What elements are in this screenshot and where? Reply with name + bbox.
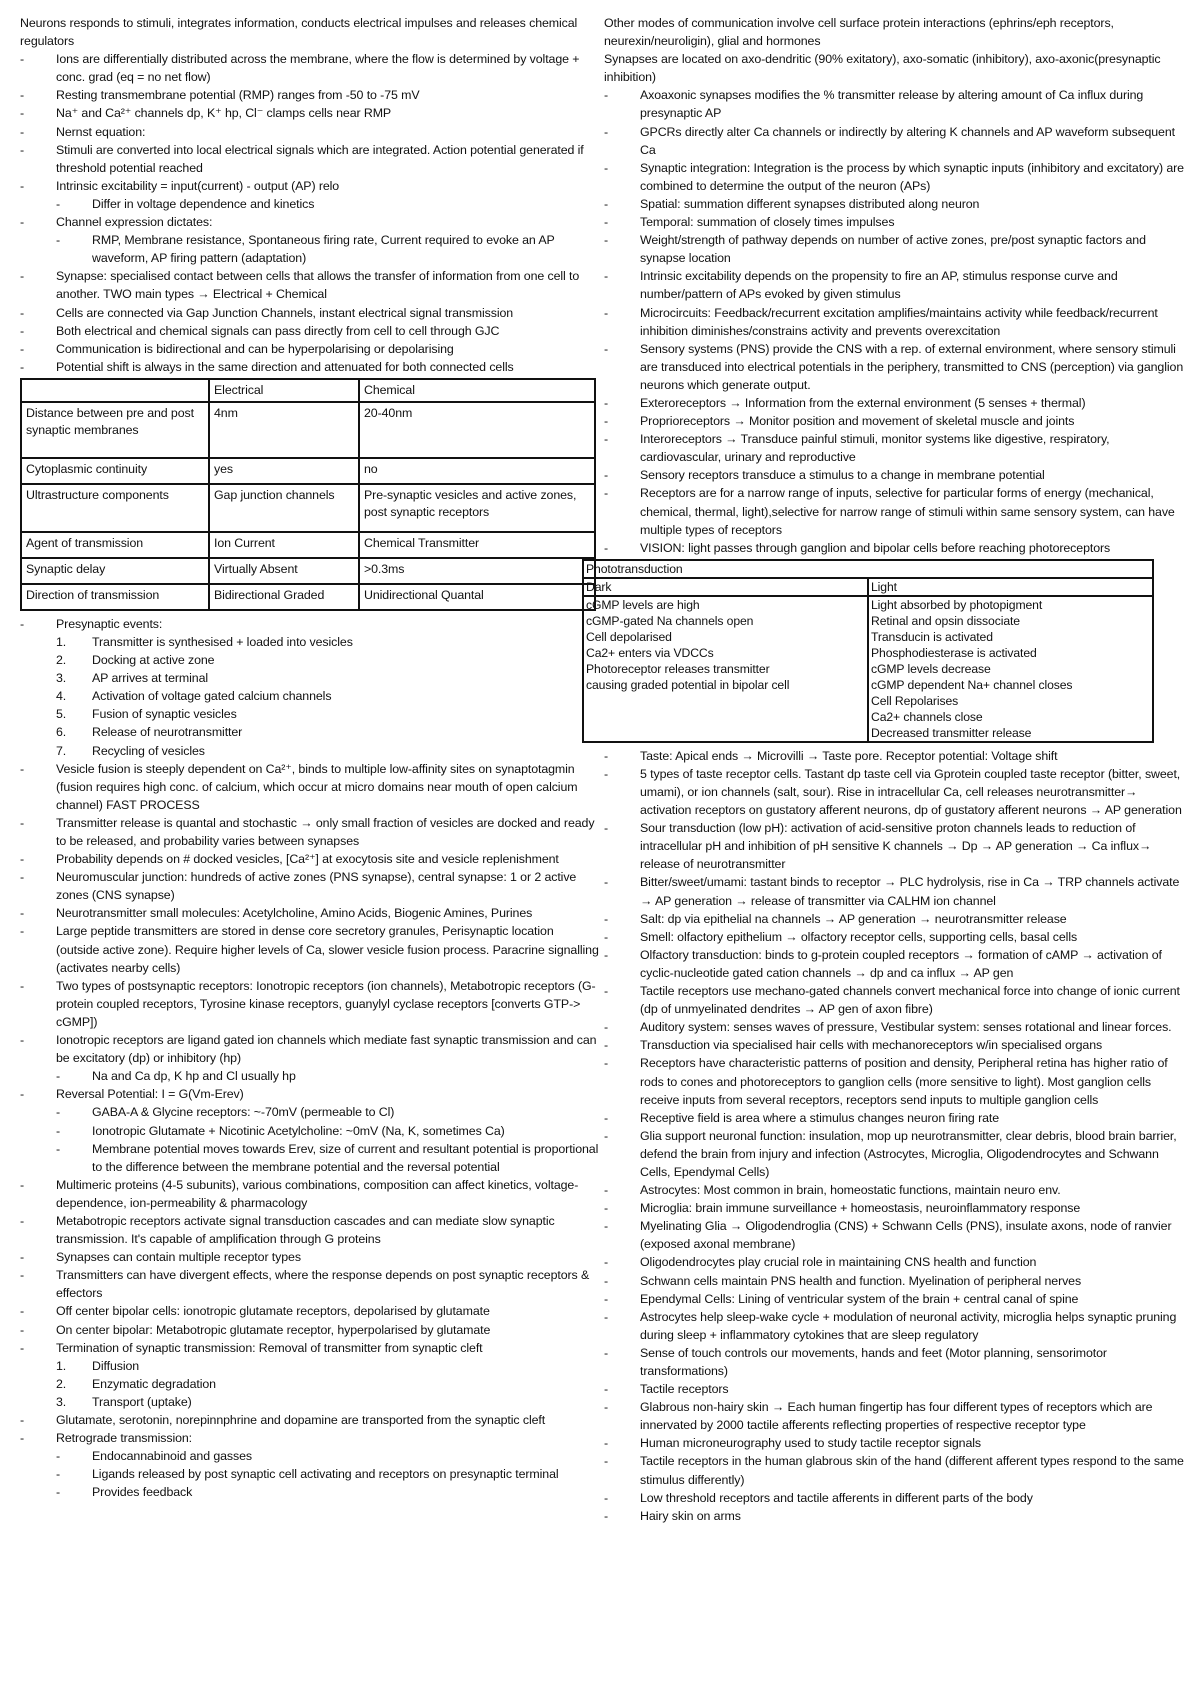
step-line: Ca2+ channels close (871, 709, 983, 724)
bullet-item: - Retrograde transmission: (20, 1429, 600, 1447)
bullet-item: - Sour transduction (low pH): activation of acid-sensitive proton channels leads to reduction of intracellular pH and inhibition of pH sensitive K channels → Dp → AP generation → Ca influx→ release of neurotransmitter (604, 819, 1190, 873)
table-row (21, 402, 595, 458)
bullet-item: - Ionotropic receptors are ligand gated ion channels which mediate fast synaptic transmission and can be excitatory (dp) or inhibitory (hp) (20, 1031, 600, 1067)
table-header-row (21, 379, 595, 402)
table-cell: Pre-synaptic vesicles and active zones, post synaptic receptors (359, 484, 595, 532)
bullet-item: - Reversal Potential: I = G(Vm-Erev) (20, 1085, 600, 1103)
sub-bullet-item: - Membrane potential moves towards Erev, size of current and resultant potential is proportional to the difference between the membrane potential and the reversal potential (20, 1140, 600, 1176)
step-line: cGMP dependent Na+ channel closes (871, 677, 1073, 692)
table-cell (21, 379, 209, 402)
bullet-item: - Interoreceptors → Transduce painful stimuli, monitor systems like digestive, respiratory, cardiovascular, urinary and reproductive (604, 430, 1190, 466)
bullet-item: - Tactile receptors use mechano-gated channels convert mechanical force into change of ionic current (dp of unmyelinated dendrites → AP gen of axon fibre) (604, 982, 1190, 1018)
step-line: Decreased transmitter release (871, 725, 1032, 740)
bullet-item: - Stimuli are converted into local electrical signals which are integrated. Action potential generated if threshold potential reached (20, 141, 600, 177)
table-cell: Distance between pre and post synaptic membranes (21, 402, 209, 458)
bullet-item: - Auditory system: senses waves of pressure, Vestibular system: senses rotational and linear forces. (604, 1018, 1190, 1036)
step-line: causing graded potential in bipolar cell (586, 677, 790, 692)
item-number: 2. (56, 1376, 67, 1391)
step-line: cGMP-gated Na channels open (586, 613, 754, 628)
bullet-item: - Synapses can contain multiple receptor types (20, 1248, 600, 1266)
bullet-item: - Communication is bidirectional and can be hyperpolarising or depolarising (20, 340, 600, 358)
bullet-item: - Temporal: summation of closely times impulses (604, 213, 1190, 231)
bullet-item: - Receptive field is area where a stimulus changes neuron firing rate (604, 1109, 1190, 1127)
bullet-item: - Human microneurography used to study tactile receptor signals (604, 1434, 1190, 1452)
table-cell: yes (209, 458, 359, 484)
sub-bullet-item: - Differ in voltage dependence and kinetics (20, 195, 600, 213)
table-cell: 20-40nm (359, 402, 595, 458)
bullet-item: - Presynaptic events: (20, 615, 600, 633)
bullet-item: - Receptors have characteristic patterns of position and density, Peripheral retina has higher ratio of rods to cones and photoreceptors to ganglion cells (more sensitive to light). Most ganglion cells receive inputs from several receptors, receptors send inputs to multiple ganglion cells (604, 1054, 1190, 1108)
bullet-item: - Probability depends on # docked vesicles, [Ca²⁺] at exocytosis site and vesicle replenishment (20, 850, 600, 868)
bullet-item: - Transmitter release is quantal and stochastic → only small fraction of vesicles are docked and ready to be released, and probability varies between synapses (20, 814, 600, 850)
step-line: Retinal and opsin dissociate (871, 613, 1020, 628)
table-cell: Electrical (209, 379, 359, 402)
bullet-item: - Receptors are for a narrow range of inputs, selective for particular forms of energy (mechanical, chemical, thermal, light),selective for narrow range of stimuli within same sensory system, can have multiple types of receptors (604, 484, 1190, 538)
right-column (586, 14, 1190, 1525)
item-text: Docking at active zone (92, 653, 215, 668)
table-cell: >0.3ms (359, 558, 595, 584)
bullet-item: - Microglia: brain immune surveillance + homeostasis, neuroinflammatory response (604, 1199, 1190, 1217)
sub-bullet-item: - Ionotropic Glutamate + Nicotinic Acetylcholine: ~0mV (Na, K, sometimes Ca) (20, 1122, 600, 1140)
table-row (21, 532, 595, 558)
table-row (21, 458, 595, 484)
bullet-item: - Tactile receptors in the human glabrous skin of the hand (different afferent types respond to the same stimulus differently) (604, 1452, 1190, 1488)
bullet-item: - Nernst equation: (20, 123, 600, 141)
item-number: 7. (56, 743, 67, 758)
bullet-item: - Channel expression dictates: (20, 213, 600, 231)
bullet-item: - Na⁺ and Ca²⁺ channels dp, K⁺ hp, Cl⁻ clamps cells near RMP (20, 104, 600, 122)
bullet-item: - Transduction via specialised hair cells with mechanoreceptors w/in specialised organs (604, 1036, 1190, 1054)
sub-bullet-item: - Endocannabinoid and gasses (20, 1447, 600, 1465)
left-column (20, 14, 600, 1501)
left-list-2 (20, 615, 600, 1502)
bullet-item: - Bitter/sweet/umami: tastant binds to receptor → PLC hydrolysis, rise in Ca → TRP channels activate → AP generation → release of transmitter via CALHM ion channel (604, 873, 1190, 909)
numbered-item (20, 723, 600, 741)
sub-bullet-item: - RMP, Membrane resistance, Spontaneous firing rate, Current required to evoke an AP waveform, AP firing pattern (adaptation) (20, 231, 600, 267)
table-cell: Chemical (359, 379, 595, 402)
item-text: Transmitter is synthesised + loaded into vesicles (92, 634, 353, 649)
bullet-item: - Transmitters can have divergent effects, where the response depends on post synaptic receptors & effectors (20, 1266, 600, 1302)
bullet-item: - Synapse: specialised contact between cells that allows the transfer of information from one cell to another. TWO main types → Electrical + Chemical (20, 267, 600, 303)
light-header: Light (868, 578, 1153, 596)
bullet-item: - Weight/strength of pathway depends on number of active zones, pre/post synaptic factors and synapse location (604, 231, 1190, 267)
numbered-item (20, 1393, 600, 1411)
bullet-item: - Synaptic integration: Integration is the process by which synaptic inputs (inhibitory and excitatory) are combined to determine the output of the neuron (APs) (604, 159, 1190, 195)
dark-header: Dark (583, 578, 868, 596)
item-text: Fusion of synaptic vesicles (92, 707, 237, 722)
item-text: Recycling of vesicles (92, 743, 205, 758)
bullet-item: - Sensory systems (PNS) provide the CNS with a rep. of external environment, where sensory stimuli are transduced into electrical potentials in the periphery, transmitted to CNS (perception) via ganglion neurons which generate output. (604, 340, 1190, 394)
bullet-item: - Tactile receptors (604, 1380, 1190, 1398)
numbered-item (20, 633, 600, 651)
paragraph: Other modes of communication involve cell surface protein interactions (ephrins/eph receptors, neurexin/neuroligin), glial and hormones (604, 16, 1114, 49)
table-cell: 4nm (209, 402, 359, 458)
light-steps (868, 596, 1153, 742)
bullet-item: - Taste: Apical ends → Microvilli → Taste pore. Receptor potential: Voltage shift (604, 747, 1190, 765)
bullet-item: - Resting transmembrane potential (RMP) ranges from -50 to -75 mV (20, 86, 600, 104)
step-line: cGMP levels are high (586, 597, 700, 612)
item-text: AP arrives at terminal (92, 671, 209, 686)
bullet-item: - Microcircuits: Feedback/recurrent excitation amplifies/maintains activity while feedback/recurrent inhibition diminishes/constrains activity and prevents overexcitation (604, 304, 1190, 340)
phototransduction-title: Phototransduction (583, 560, 1153, 578)
item-number: 6. (56, 725, 67, 740)
item-number: 1. (56, 634, 67, 649)
bullet-item: - Potential shift is always in the same direction and attenuated for both connected cells (20, 358, 600, 376)
bullet-item: - Sensory receptors transduce a stimulus to a change in membrane potential (604, 466, 1190, 484)
step-line: Cell Repolarises (871, 693, 959, 708)
item-number: 3. (56, 671, 67, 686)
table-cell: Ultrastructure components (21, 484, 209, 532)
table-row (21, 558, 595, 584)
step-line: Photoreceptor releases transmitter (586, 661, 770, 676)
step-line: Phosphodiesterase is activated (871, 645, 1037, 660)
bullet-item: - Astrocytes help sleep-wake cycle + modulation of neuronal activity, microglia helps synaptic pruning during sleep + inflammatory cytokines that are sleep regulatory (604, 1308, 1190, 1344)
bullet-item: - Glutamate, serotonin, norepinnphrine and dopamine are transported from the synaptic cleft (20, 1411, 600, 1429)
item-number: 1. (56, 1358, 67, 1373)
bullet-item: - Astrocytes: Most common in brain, homeostatic functions, maintain neuro env. (604, 1181, 1190, 1199)
bullet-item: - GPCRs directly alter Ca channels or indirectly by altering K channels and AP waveform subsequent Ca (604, 123, 1190, 159)
step-line: Cell depolarised (586, 629, 672, 644)
bullet-item: - Low threshold receptors and tactile afferents in different parts of the body (604, 1489, 1190, 1507)
sub-bullet-item: - GABA-A & Glycine receptors: ~-70mV (permeable to Cl) (20, 1103, 600, 1121)
table-cell: Unidirectional Quantal (359, 584, 595, 610)
item-number: 2. (56, 653, 67, 668)
right-list-2 (604, 747, 1190, 1525)
table-cell: Ion Current (209, 532, 359, 558)
sub-bullet-item: - Na and Ca dp, K hp and Cl usually hp (20, 1067, 600, 1085)
bullet-item: - Neuromuscular junction: hundreds of active zones (PNS synapse), central synapse: 1 or 2 active zones (CNS synapse) (20, 868, 600, 904)
bullet-item: - Intrinsic excitability = input(current) - output (AP) relo (20, 177, 600, 195)
bullet-item: - Multimeric proteins (4-5 subunits), various combinations, composition can affect kinetics, voltage-dependence, ion-permeability & pharmacology (20, 1176, 600, 1212)
step-line: Light absorbed by photopigment (871, 597, 1043, 612)
bullet-item: - Intrinsic excitability depends on the propensity to fire an AP, stimulus response curve and number/pattern of APs evoked by given stimulus (604, 267, 1190, 303)
bullet-item: - Schwann cells maintain PNS health and function. Myelination of peripheral nerves (604, 1272, 1190, 1290)
bullet-item: - Salt: dp via epithelial na channels → AP generation → neurotransmitter release (604, 910, 1190, 928)
table-row (21, 484, 595, 532)
item-number: 4. (56, 689, 67, 704)
intro-paragraph: Neurons responds to stimuli, integrates information, conducts electrical impulses and releases chemical regulators (20, 16, 578, 49)
step-line: Ca2+ enters via VDCCs (586, 645, 714, 660)
bullet-item: - Spatial: summation different synapses distributed along neuron (604, 195, 1190, 213)
bullet-item: - Vesicle fusion is steeply dependent on Ca²⁺, binds to multiple low-affinity sites on synaptotagmin (fusion requires high conc. of calcium, which occur at micro domains near mouth of open calcium channel) FAST PROCESS (20, 760, 600, 814)
bullet-item: - VISION: light passes through ganglion and bipolar cells before reaching photoreceptors (604, 539, 1190, 557)
table-cell: Agent of transmission (21, 532, 209, 558)
bullet-item: - Glia support neuronal function: insulation, mop up neurotransmitter, clear debris, blood brain barrier, defend the brain from injury and infection (Astrocytes, Microglia, Oligodendrocytes and Schwann Cells, Ependymal Cells) (604, 1127, 1190, 1181)
bullet-item: - Olfactory transduction: binds to g-protein coupled receptors → formation of cAMP → activation of cyclic-nucleotide gated cation channels → dp and ca influx → AP gen (604, 946, 1190, 982)
bullet-item: - 5 types of taste receptor cells. Tastant dp taste cell via Gprotein coupled taste receptor (bitter, sweet, umami), or ion channels (salt, sour). Rise in intracellular Ca, cell releases neurotransmitter→ activation receptors on gustatory afferent neurons, dp of gustatory afferent neurons → AP generation (604, 765, 1190, 819)
numbered-item (20, 687, 600, 705)
numbered-item (20, 669, 600, 687)
bullet-item: - Neurotransmitter small molecules: Acetylcholine, Amino Acids, Biogenic Amines, Purines (20, 904, 600, 922)
table-row (21, 584, 595, 610)
paragraph: Synapses are located on axo-dendritic (90% exitatory), axo-somatic (inhibitory), axo-axonic(presynaptic inhibition) (604, 52, 1161, 85)
bullet-item: - Sense of touch controls our movements, hands and feet (Motor planning, sensorimotor transformations) (604, 1344, 1190, 1380)
table-cell: Bidirectional Graded (209, 584, 359, 610)
bullet-item: - Metabotropic receptors activate signal transduction cascades and can mediate slow synaptic transmission. It's capable of amplification through G proteins (20, 1212, 600, 1248)
step-line: Transducin is activated (871, 629, 993, 644)
item-text: Release of neurotransmitter (92, 725, 243, 740)
bullet-item: - Oligodendrocytes play crucial role in maintaining CNS health and function (604, 1253, 1190, 1271)
bullet-item: - Off center bipolar cells: ionotropic glutamate receptors, depolarised by glutamate (20, 1302, 600, 1320)
item-text: Activation of voltage gated calcium channels (92, 689, 332, 704)
sub-bullet-item: - Provides feedback (20, 1483, 600, 1501)
bullet-item: - Exteroreceptors → Information from the external environment (5 senses + thermal) (604, 394, 1190, 412)
phototransduction-table (582, 559, 1154, 743)
bullet-item: - Hairy skin on arms (604, 1507, 1190, 1525)
bullet-item: - Cells are connected via Gap Junction Channels, instant electrical signal transmission (20, 304, 600, 322)
dark-steps (583, 596, 868, 742)
item-text: Transport (uptake) (92, 1394, 192, 1409)
step-line: cGMP levels decrease (871, 661, 991, 676)
bullet-item: - On center bipolar: Metabotropic glutamate receptor, hyperpolarised by glutamate (20, 1321, 600, 1339)
numbered-item (20, 705, 600, 723)
table-cell: Virtually Absent (209, 558, 359, 584)
bullet-item: - Proprioreceptors → Monitor position and movement of skeletal muscle and joints (604, 412, 1190, 430)
bullet-item: - Myelinating Glia → Oligodendroglia (CNS) + Schwann Cells (PNS), insulate axons, node of ranvier (exposed axonal membrane) (604, 1217, 1190, 1253)
sub-bullet-item: - Ligands released by post synaptic cell activating and receptors on presynaptic terminal (20, 1465, 600, 1483)
bullet-item: - Large peptide transmitters are stored in dense core secretory granules, Perisynaptic location (outside active zone). Require higher levels of Ca, slower vesicle fusion process. Paracrine signalling (activates nearby cells) (20, 922, 600, 976)
synapse-comparison-table (20, 378, 596, 611)
right-list-1 (604, 14, 1190, 557)
bullet-item: - Smell: olfactory epithelium → olfactory receptor cells, supporting cells, basal cells (604, 928, 1190, 946)
table-cell: Gap junction channels (209, 484, 359, 532)
numbered-item (20, 1375, 600, 1393)
table-cell: Cytoplasmic continuity (21, 458, 209, 484)
numbered-item (20, 651, 600, 669)
bullet-item: - Glabrous non-hairy skin → Each human fingertip has four different types of receptors which are innervated by 2000 tactile afferents reflecting properties of respective receptor type (604, 1398, 1190, 1434)
bullet-item: - Axoaxonic synapses modifies the % transmitter release by altering amount of Ca influx during presynaptic AP (604, 86, 1190, 122)
numbered-item (20, 1357, 600, 1375)
table-cell: no (359, 458, 595, 484)
bullet-item: - Ions are differentially distributed across the membrane, where the flow is determined by voltage + conc. grad (eq = no net flow) (20, 50, 600, 86)
item-number: 3. (56, 1394, 67, 1409)
bullet-item: - Both electrical and chemical signals can pass directly from cell to cell through GJC (20, 322, 600, 340)
table-cell: Direction of transmission (21, 584, 209, 610)
item-text: Diffusion (92, 1358, 140, 1373)
bullet-item: - Termination of synaptic transmission: Removal of transmitter from synaptic cleft (20, 1339, 600, 1357)
bullet-item: - Two types of postsynaptic receptors: Ionotropic receptors (ion channels), Metabotropic receptors (G-protein coupled receptors, Tyrosine kinase receptors, guanylyl cyclase receptors [converts GTP-> cGMP]) (20, 977, 600, 1031)
bullet-item: - Ependymal Cells: Lining of ventricular system of the brain + central canal of spine (604, 1290, 1190, 1308)
left-list-1 (20, 50, 600, 376)
numbered-item (20, 742, 600, 760)
item-number: 5. (56, 707, 67, 722)
item-text: Enzymatic degradation (92, 1376, 216, 1391)
table-cell: Synaptic delay (21, 558, 209, 584)
table-cell: Chemical Transmitter (359, 532, 595, 558)
